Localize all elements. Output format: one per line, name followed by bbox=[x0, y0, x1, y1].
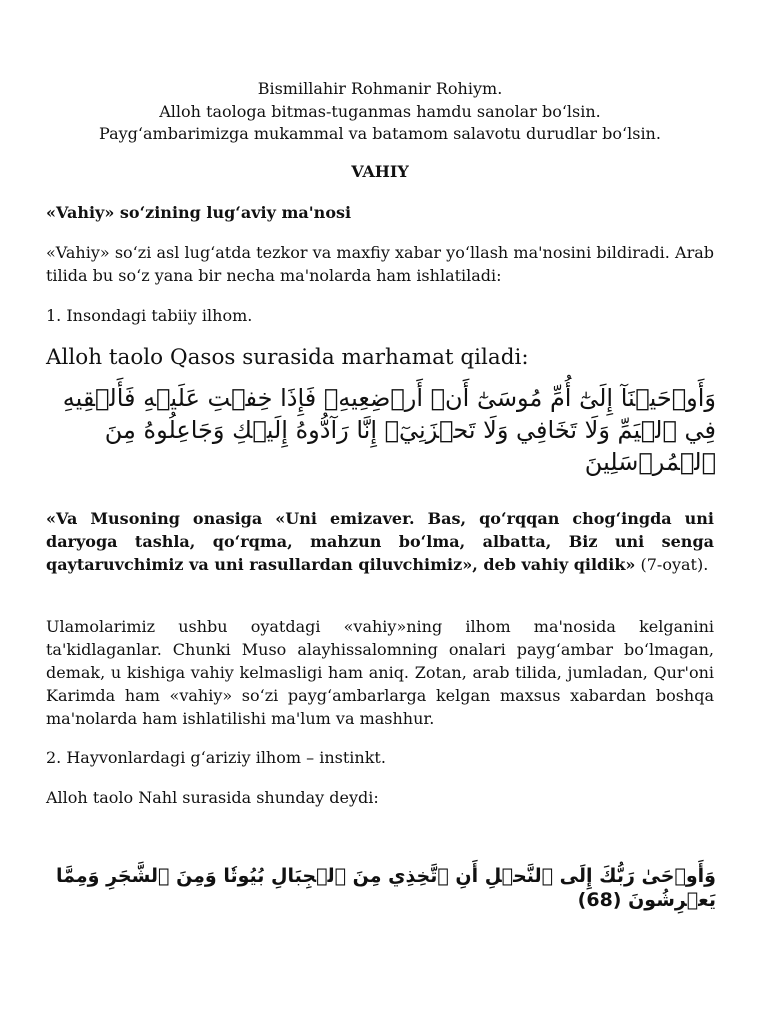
header-line-3: Payg‘ambarimizga mukammal va batamom salavotu durudlar bo‘lsin. bbox=[99, 124, 661, 143]
document-title: VAHIY bbox=[351, 162, 409, 181]
verse-translation bbox=[46, 507, 714, 576]
list-item-2: 2. Hayvonlardagi g‘ariziy ilhom – instinkt. bbox=[46, 748, 386, 767]
translation-text: «Va Musoning onasiga «Uni emizaver. Bas, qo‘rqqan chog‘ingda uni daryoga tashla, qo‘rqma, mahzun bo‘lma, albatta, Biz uni senga qaytaruvchimiz va uni rasullardan qiluvchimiz», deb vahiy qildik» bbox=[46, 509, 714, 574]
verse-reference: (7-oyat). bbox=[635, 555, 709, 574]
qasos-intro: Alloh taolo Qasos surasida marhamat qiladi: bbox=[46, 345, 529, 370]
section-subtitle: «Vahiy» so‘zining lug‘aviy ma'nosi bbox=[46, 203, 352, 222]
list-item-1: 1. Insondagi tabiiy ilhom. bbox=[46, 306, 253, 325]
nahl-intro: Alloh taolo Nahl surasida shunday deydi: bbox=[46, 788, 379, 807]
paragraph-commentary: Ulamolarimiz ushbu oyatdagi «vahiy»ning ilhom ma'nosida kelganini ta'kidlaganlar. Chunki Muso alayhissalomning onalari payg‘ambar bo‘lmagan, demak, u kishiga vahiy kelmasligi ham aniq. Zotan, arab tilida, jumladan, Qur'oni Karimda ham «vahiy» so‘zi payg‘ambarlarga kelgan maxsus xabardan boshqa ma'nolarda ham ishlatilishi ma'lum va mashhur. bbox=[46, 617, 714, 728]
arabic-verse-nahl: وَأَوۡحَىٰ رَبُّكَ إِلَى ٱلنَّحۡلِ أَنِ ٱتَّخِذِي مِنَ ٱلۡجِبَالِ بُيُوتٗا وَمِنَ ٱلشَّجَرِ وَمِمَّا يَعۡرِشُونَ (68) bbox=[56, 865, 716, 911]
paragraph-definition: «Vahiy» so‘zi asl lug‘atda tezkor va maxfiy xabar yo‘llash ma'nosini bildiradi. Arab tilida bu so‘z yana bir necha ma'nolarda ham ishlatiladi: bbox=[46, 243, 714, 285]
header-line-2: Alloh taologa bitmas-tuganmas hamdu sanolar bo‘lsin. bbox=[159, 102, 601, 121]
arabic-verse-qasos: وَأَوۡحَيۡنَآ إِلَىٰٓ أُمِّ مُوسَىٰٓ أَنۡ أَرۡضِعِيهِۖ فَإِذَا خِفۡتِ عَلَيۡهِ فَأَلۡقِيهِ فِي ٱلۡيَمِّ وَلَا تَخَافِي وَلَا تَحۡزَنِيٓۖ إِنَّا رَآدُّوهُ إِلَيۡكِ وَجَاعِلُوهُ مِنَ ٱلۡمُرۡسَلِينَ bbox=[62, 384, 716, 476]
header-line-1: Bismillahir Rohmanir Rohiym. bbox=[257, 79, 503, 98]
